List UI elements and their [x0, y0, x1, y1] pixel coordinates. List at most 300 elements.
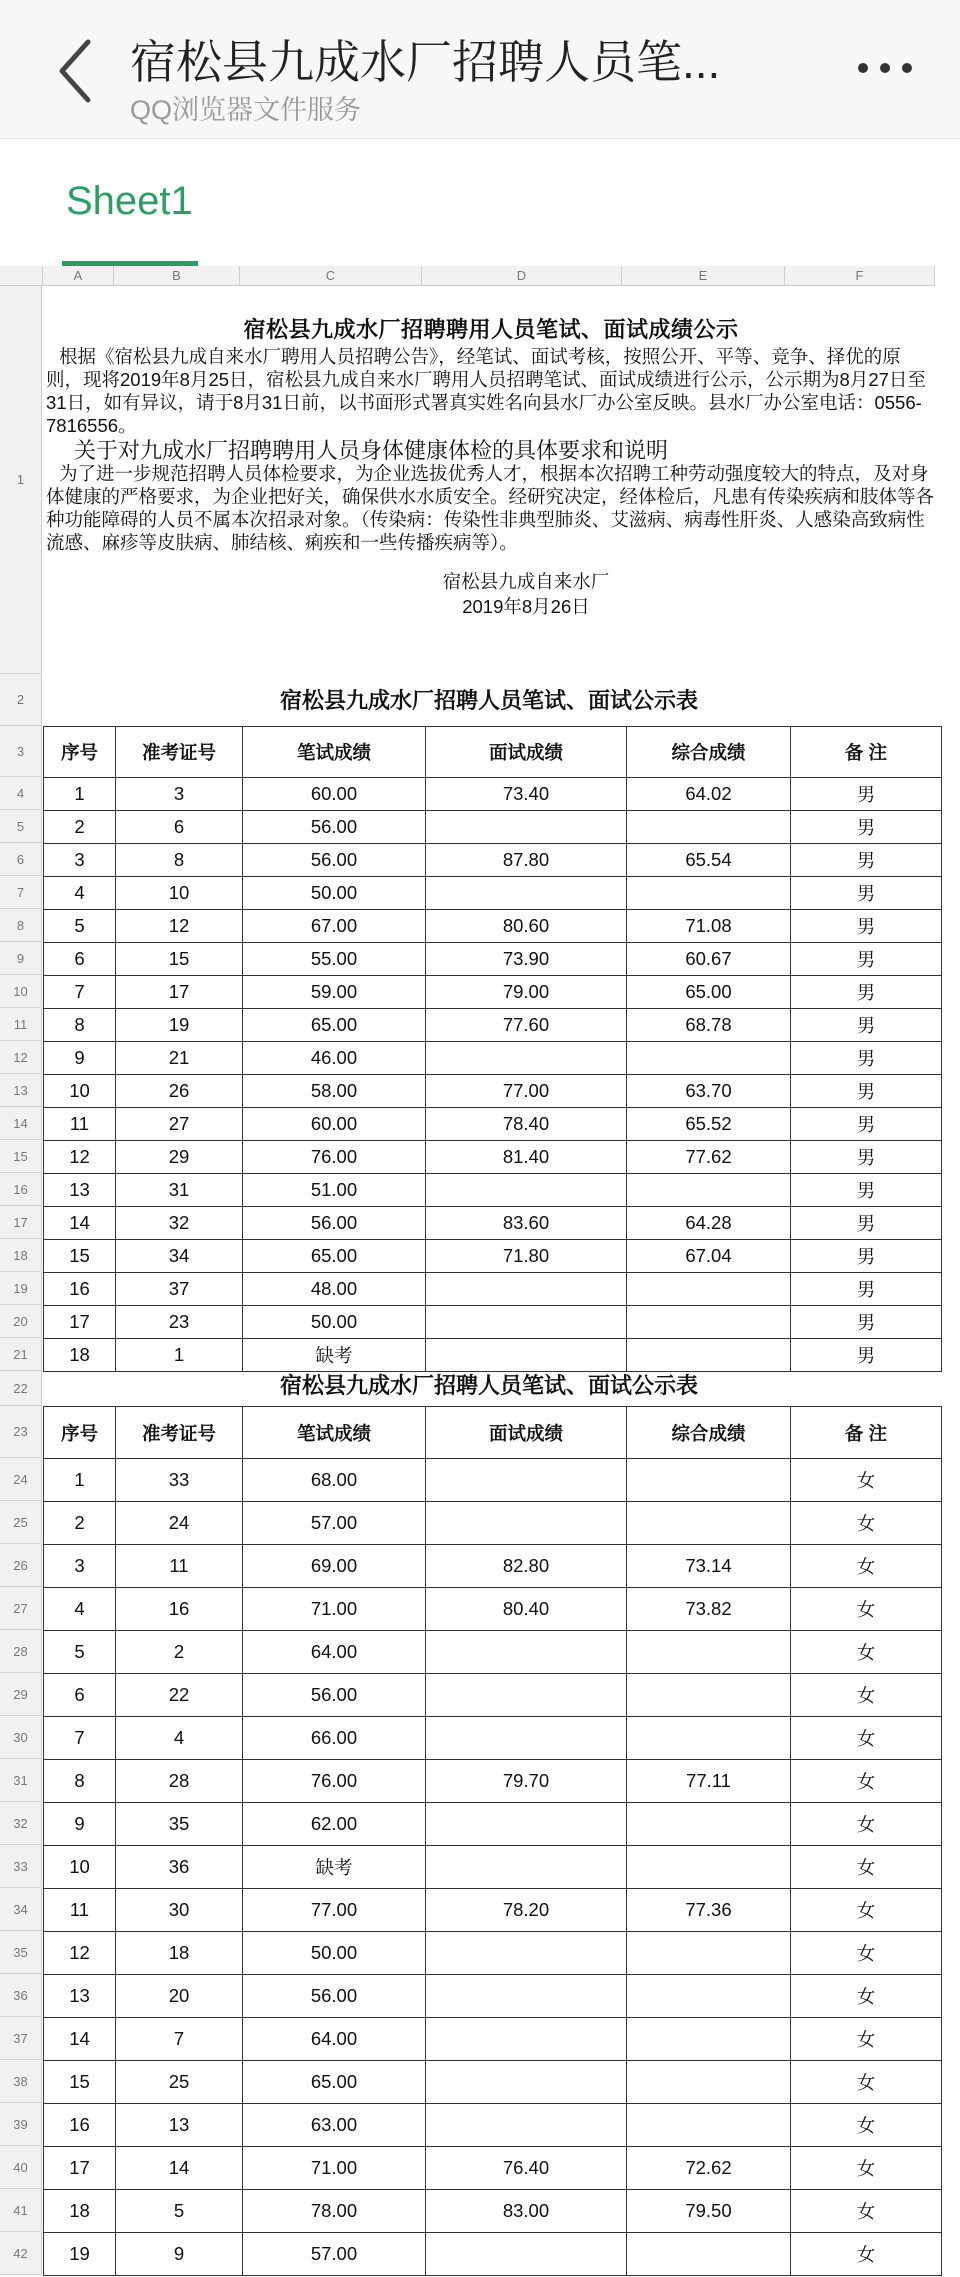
table-cell[interactable]: 80.40: [426, 1588, 627, 1631]
table-cell[interactable]: 13: [116, 2104, 243, 2147]
table-cell[interactable]: [426, 1502, 627, 1545]
row-header[interactable]: 31: [0, 1759, 42, 1802]
table-cell[interactable]: 男: [791, 1141, 942, 1174]
column-header-cell[interactable]: 序号: [44, 727, 116, 778]
row-header[interactable]: 33: [0, 1845, 42, 1888]
table-cell[interactable]: 76.00: [243, 1141, 426, 1174]
table-cell[interactable]: [426, 1975, 627, 2018]
row-header[interactable]: 30: [0, 1716, 42, 1759]
table-cell[interactable]: 9: [44, 1042, 116, 1075]
table-cell[interactable]: 29: [116, 1141, 243, 1174]
table-cell[interactable]: [627, 1174, 791, 1207]
table-cell[interactable]: 83.00: [426, 2190, 627, 2233]
table-cell[interactable]: 69.00: [243, 1545, 426, 1588]
table-cell[interactable]: 男: [791, 811, 942, 844]
table-cell[interactable]: 35: [116, 1803, 243, 1846]
table-cell[interactable]: 71.00: [243, 2147, 426, 2190]
row-header[interactable]: 11: [0, 1008, 42, 1041]
table-cell[interactable]: 17: [44, 1306, 116, 1339]
table-cell[interactable]: 11: [44, 1108, 116, 1141]
table-cell[interactable]: 18: [44, 1339, 116, 1372]
table-cell[interactable]: 22: [116, 1674, 243, 1717]
row-header[interactable]: 24: [0, 1458, 42, 1501]
table-cell[interactable]: 37: [116, 1273, 243, 1306]
table-cell[interactable]: 16: [44, 2104, 116, 2147]
table-cell[interactable]: 33: [116, 1459, 243, 1502]
table-cell[interactable]: 64.00: [243, 2018, 426, 2061]
table-cell[interactable]: 73.40: [426, 778, 627, 811]
table-cell[interactable]: 30: [116, 1889, 243, 1932]
table-cell[interactable]: [627, 1846, 791, 1889]
table-cell[interactable]: 6: [116, 811, 243, 844]
table-cell[interactable]: 5: [44, 910, 116, 943]
table-cell[interactable]: 17: [44, 2147, 116, 2190]
table-cell[interactable]: 9: [44, 1803, 116, 1846]
table-cell[interactable]: 24: [116, 1502, 243, 1545]
table-cell[interactable]: [426, 1932, 627, 1975]
table-cell[interactable]: 18: [116, 1932, 243, 1975]
table-cell[interactable]: 15: [116, 943, 243, 976]
more-options-icon[interactable]: [855, 58, 915, 78]
table-cell[interactable]: 女: [791, 2147, 942, 2190]
table-cell[interactable]: 87.80: [426, 844, 627, 877]
table-cell[interactable]: 男: [791, 1042, 942, 1075]
table-cell[interactable]: 19: [116, 1009, 243, 1042]
row-header[interactable]: 22: [0, 1371, 42, 1406]
table-cell[interactable]: 73.82: [627, 1588, 791, 1631]
table-cell[interactable]: 13: [44, 1975, 116, 2018]
table-row: [44, 1760, 942, 1803]
table-cell[interactable]: 5: [116, 2190, 243, 2233]
table-cell[interactable]: 2: [44, 1502, 116, 1545]
back-icon[interactable]: [52, 36, 112, 106]
table-cell[interactable]: 5: [44, 1631, 116, 1674]
window-title: 宿松县九成水厂招聘人员笔...: [130, 36, 721, 88]
table-cell[interactable]: 60.67: [627, 943, 791, 976]
table-cell[interactable]: [627, 1459, 791, 1502]
table-cell[interactable]: 男: [791, 1306, 942, 1339]
column-header-cell[interactable]: 综合成绩: [627, 1407, 791, 1459]
table-cell[interactable]: 23: [116, 1306, 243, 1339]
row-header[interactable]: 3: [0, 726, 42, 777]
table-cell[interactable]: 男: [791, 1240, 942, 1273]
table-cell[interactable]: [426, 1042, 627, 1075]
notice-title: 宿松县九成水厂招聘聘用人员笔试、面试成绩公示: [243, 317, 739, 342]
table-row: [44, 1631, 942, 1674]
row-header[interactable]: 34: [0, 1888, 42, 1931]
table-cell[interactable]: 3: [116, 778, 243, 811]
table-row: [44, 1042, 942, 1075]
table-cell[interactable]: 12: [116, 910, 243, 943]
table-cell[interactable]: 男: [791, 1009, 942, 1042]
table-cell[interactable]: 63.00: [243, 2104, 426, 2147]
table-cell[interactable]: 59.00: [243, 976, 426, 1009]
row-header[interactable]: 13: [0, 1074, 42, 1107]
table-cell[interactable]: [426, 2104, 627, 2147]
row-header[interactable]: 16: [0, 1173, 42, 1206]
table-cell[interactable]: [426, 1717, 627, 1760]
table-cell[interactable]: 1: [116, 1339, 243, 1372]
table-cell[interactable]: 女: [791, 1631, 942, 1674]
table-cell[interactable]: 男: [791, 976, 942, 1009]
row-header[interactable]: 42: [0, 2232, 42, 2275]
table-row: [44, 2233, 942, 2276]
column-header-cell[interactable]: 备 注: [791, 727, 942, 778]
column-header-cell[interactable]: 面试成绩: [426, 1407, 627, 1459]
table-cell[interactable]: 72.62: [627, 2147, 791, 2190]
table-cell[interactable]: 67.04: [627, 1240, 791, 1273]
table-cell[interactable]: 31: [116, 1174, 243, 1207]
table-cell[interactable]: 73.90: [426, 943, 627, 976]
table-cell[interactable]: [426, 1306, 627, 1339]
table-cell[interactable]: 56.00: [243, 811, 426, 844]
table-cell[interactable]: [627, 1674, 791, 1717]
table-cell[interactable]: 17: [116, 976, 243, 1009]
table-cell[interactable]: 65.00: [627, 976, 791, 1009]
column-header-cell[interactable]: 序号: [44, 1407, 116, 1459]
table-cell[interactable]: 4: [116, 1717, 243, 1760]
row-header[interactable]: 18: [0, 1239, 42, 1272]
table-cell[interactable]: 67.00: [243, 910, 426, 943]
table-cell[interactable]: 77.11: [627, 1760, 791, 1803]
table-cell[interactable]: 女: [791, 2233, 942, 2276]
table-cell[interactable]: [426, 2233, 627, 2276]
table-cell[interactable]: 男: [791, 1207, 942, 1240]
table-cell[interactable]: [426, 2061, 627, 2104]
column-header-b[interactable]: B: [114, 266, 240, 286]
row-header[interactable]: 23: [0, 1406, 42, 1458]
table-cell[interactable]: 27: [116, 1108, 243, 1141]
table-cell[interactable]: 58.00: [243, 1075, 426, 1108]
table-cell[interactable]: 4: [44, 1588, 116, 1631]
table-cell[interactable]: 46.00: [243, 1042, 426, 1075]
table-cell[interactable]: [426, 1631, 627, 1674]
table-cell[interactable]: 57.00: [243, 1502, 426, 1545]
table-cell[interactable]: 15: [44, 1240, 116, 1273]
table-cell[interactable]: 缺考: [243, 1339, 426, 1372]
table-cell[interactable]: 男: [791, 877, 942, 910]
table-cell[interactable]: 女: [791, 1717, 942, 1760]
top-bar: [0, 0, 960, 138]
row-header[interactable]: 8: [0, 909, 42, 942]
table1-caption: 宿松县九成水厂招聘人员笔试、面试公示表: [279, 688, 698, 713]
table-cell[interactable]: 2: [116, 1631, 243, 1674]
table-cell[interactable]: 26: [116, 1075, 243, 1108]
table-cell[interactable]: 1: [44, 778, 116, 811]
table-cell[interactable]: 7: [116, 2018, 243, 2061]
table-cell[interactable]: 女: [791, 1674, 942, 1717]
table-cell[interactable]: 21: [116, 1042, 243, 1075]
row-header[interactable]: 32: [0, 1802, 42, 1845]
table-cell[interactable]: [627, 1932, 791, 1975]
table-cell[interactable]: [426, 1339, 627, 1372]
table-cell[interactable]: 76.00: [243, 1760, 426, 1803]
table-cell[interactable]: [627, 2018, 791, 2061]
table-cell[interactable]: 81.40: [426, 1141, 627, 1174]
row-header[interactable]: 29: [0, 1673, 42, 1716]
table-cell[interactable]: 83.60: [426, 1207, 627, 1240]
table-cell[interactable]: 11: [116, 1545, 243, 1588]
column-header-a[interactable]: A: [43, 266, 114, 286]
table-cell[interactable]: 55.00: [243, 943, 426, 976]
table-cell[interactable]: 9: [116, 2233, 243, 2276]
table-cell[interactable]: 57.00: [243, 2233, 426, 2276]
table-cell[interactable]: 63.70: [627, 1075, 791, 1108]
column-header-cell[interactable]: 面试成绩: [426, 727, 627, 778]
table-cell[interactable]: 50.00: [243, 877, 426, 910]
spreadsheet[interactable]: [0, 266, 960, 2277]
table-cell[interactable]: [627, 1631, 791, 1674]
table-cell[interactable]: 25: [116, 2061, 243, 2104]
table-cell[interactable]: [426, 1174, 627, 1207]
table-cell[interactable]: 女: [791, 1803, 942, 1846]
row-header[interactable]: 19: [0, 1272, 42, 1305]
table-cell[interactable]: 65.00: [243, 1240, 426, 1273]
row-header[interactable]: 35: [0, 1931, 42, 1974]
table-cell[interactable]: 男: [791, 943, 942, 976]
table-cell[interactable]: [627, 2233, 791, 2276]
row-header[interactable]: 17: [0, 1206, 42, 1239]
table-cell[interactable]: [627, 811, 791, 844]
table-cell[interactable]: [627, 877, 791, 910]
table-cell[interactable]: [627, 1306, 791, 1339]
table-cell[interactable]: 14: [44, 1207, 116, 1240]
row-header[interactable]: 25: [0, 1501, 42, 1544]
table-cell[interactable]: 男: [791, 778, 942, 811]
table-cell[interactable]: 79.50: [627, 2190, 791, 2233]
table-cell[interactable]: 6: [44, 1674, 116, 1717]
table-cell[interactable]: 7: [44, 1717, 116, 1760]
row-header[interactable]: 4: [0, 777, 42, 810]
table-cell[interactable]: 男: [791, 1174, 942, 1207]
column-header-cell[interactable]: 笔试成绩: [243, 1407, 426, 1459]
table-cell[interactable]: 65.52: [627, 1108, 791, 1141]
column-header-e[interactable]: E: [622, 266, 785, 286]
table-cell[interactable]: 16: [116, 1588, 243, 1631]
table-cell[interactable]: 15: [44, 2061, 116, 2104]
row-header[interactable]: 36: [0, 1974, 42, 2017]
row-header[interactable]: 15: [0, 1140, 42, 1173]
table-cell[interactable]: 女: [791, 2190, 942, 2233]
table-cell[interactable]: 女: [791, 1459, 942, 1502]
table-cell[interactable]: 62.00: [243, 1803, 426, 1846]
table-cell[interactable]: [426, 1273, 627, 1306]
column-header-cell[interactable]: 笔试成绩: [243, 727, 426, 778]
table-cell[interactable]: 73.14: [627, 1545, 791, 1588]
table-cell[interactable]: 12: [44, 1141, 116, 1174]
column-header-d[interactable]: D: [422, 266, 622, 286]
table-cell[interactable]: 男: [791, 844, 942, 877]
row-header[interactable]: 10: [0, 975, 42, 1008]
row-header[interactable]: 38: [0, 2060, 42, 2103]
table-cell[interactable]: 女: [791, 1846, 942, 1889]
table-cell[interactable]: 女: [791, 2061, 942, 2104]
table-cell[interactable]: 女: [791, 1760, 942, 1803]
table-cell[interactable]: 男: [791, 910, 942, 943]
table-cell[interactable]: [627, 1975, 791, 2018]
table-cell[interactable]: 12: [44, 1932, 116, 1975]
table-cell[interactable]: 女: [791, 1932, 942, 1975]
row-header[interactable]: 2: [0, 674, 42, 726]
column-header-f[interactable]: F: [785, 266, 935, 286]
table-cell[interactable]: 71.80: [426, 1240, 627, 1273]
table-cell[interactable]: [627, 1717, 791, 1760]
table-cell[interactable]: 77.60: [426, 1009, 627, 1042]
table-cell[interactable]: [627, 1502, 791, 1545]
table-cell[interactable]: [426, 1846, 627, 1889]
table-cell[interactable]: 11: [44, 1889, 116, 1932]
row-header[interactable]: 27: [0, 1587, 42, 1630]
row-header[interactable]: 5: [0, 810, 42, 843]
table-cell[interactable]: [627, 1042, 791, 1075]
table-cell[interactable]: 3: [44, 1545, 116, 1588]
table-cell[interactable]: 女: [791, 1889, 942, 1932]
table-cell[interactable]: 60.00: [243, 1108, 426, 1141]
table-cell[interactable]: 女: [791, 2104, 942, 2147]
table-cell[interactable]: 16: [44, 1273, 116, 1306]
table-cell[interactable]: [426, 2018, 627, 2061]
table-cell[interactable]: 14: [116, 2147, 243, 2190]
column-header-cell[interactable]: 准考证号: [116, 1407, 243, 1459]
column-header-cell[interactable]: 综合成绩: [627, 727, 791, 778]
table-cell[interactable]: 50.00: [243, 1306, 426, 1339]
row-header[interactable]: 7: [0, 876, 42, 909]
table-cell[interactable]: 48.00: [243, 1273, 426, 1306]
tab-sheet1[interactable]: Sheet1: [66, 179, 193, 223]
table-cell[interactable]: 28: [116, 1760, 243, 1803]
notice-body: 根据《宿松县九成自来水厂聘用人员招聘公告》，经笔试、面试考核，按照公开、平等、竞争、择优的原则，现将2019年8月25日，宿松县九成自来水厂聘用人员招聘笔试、面试成绩进行公示，公示期为8月27日至31日，如有异议，请于8月31日前，以书面形式署真实姓名向县水厂办公室反映。县水厂办公室电话：0556-7816556。: [46, 346, 926, 436]
table-cell[interactable]: 女: [791, 1975, 942, 2018]
table-cell[interactable]: 82.80: [426, 1545, 627, 1588]
row-header[interactable]: 1: [0, 286, 42, 674]
table-cell[interactable]: 77.00: [426, 1075, 627, 1108]
table-cell[interactable]: 14: [44, 2018, 116, 2061]
row-header[interactable]: 40: [0, 2146, 42, 2189]
table-cell[interactable]: [627, 2061, 791, 2104]
table-cell[interactable]: 女: [791, 1588, 942, 1631]
table-cell[interactable]: 男: [791, 1273, 942, 1306]
table-cell[interactable]: [627, 1273, 791, 1306]
table-cell[interactable]: 8: [44, 1760, 116, 1803]
corner-cell: [0, 266, 43, 286]
column-header-cell[interactable]: 准考证号: [116, 727, 243, 778]
table-cell[interactable]: [627, 1339, 791, 1372]
table-cell[interactable]: 13: [44, 1174, 116, 1207]
row-header[interactable]: 21: [0, 1338, 42, 1371]
sheet-tab-bar: [0, 138, 960, 267]
table-cell[interactable]: 60.00: [243, 778, 426, 811]
table-cell[interactable]: 男: [791, 1108, 942, 1141]
table-cell[interactable]: 56.00: [243, 1674, 426, 1717]
row-header[interactable]: 20: [0, 1305, 42, 1338]
table-cell[interactable]: 6: [44, 943, 116, 976]
table-cell[interactable]: [426, 1674, 627, 1717]
table-cell[interactable]: [426, 877, 627, 910]
table-cell[interactable]: 18: [44, 2190, 116, 2233]
table-cell[interactable]: 79.70: [426, 1760, 627, 1803]
table-cell[interactable]: 女: [791, 1545, 942, 1588]
table-cell[interactable]: 78.00: [243, 2190, 426, 2233]
table-cell[interactable]: 65.00: [243, 1009, 426, 1042]
table-cell[interactable]: 68.00: [243, 1459, 426, 1502]
table-cell[interactable]: 56.00: [243, 844, 426, 877]
row-header[interactable]: 9: [0, 942, 42, 975]
table-cell[interactable]: 76.40: [426, 2147, 627, 2190]
table-cell[interactable]: 2: [44, 811, 116, 844]
table-cell[interactable]: 71.00: [243, 1588, 426, 1631]
table-cell[interactable]: 10: [116, 877, 243, 910]
table-cell[interactable]: 65.00: [243, 2061, 426, 2104]
table-cell[interactable]: 64.28: [627, 1207, 791, 1240]
table-cell[interactable]: 1: [44, 1459, 116, 1502]
table-cell[interactable]: 10: [44, 1075, 116, 1108]
table-row: [44, 1545, 942, 1588]
table-cell[interactable]: 男: [791, 1075, 942, 1108]
table-cell[interactable]: 51.00: [243, 1174, 426, 1207]
row-header[interactable]: 26: [0, 1544, 42, 1587]
table-cell[interactable]: 77.00: [243, 1889, 426, 1932]
table-cell[interactable]: 32: [116, 1207, 243, 1240]
table-cell[interactable]: 64.02: [627, 778, 791, 811]
table-cell[interactable]: [426, 811, 627, 844]
table-cell[interactable]: 78.20: [426, 1889, 627, 1932]
table-cell[interactable]: 50.00: [243, 1932, 426, 1975]
table-cell[interactable]: 女: [791, 2018, 942, 2061]
table-cell[interactable]: [627, 2104, 791, 2147]
row-header[interactable]: 28: [0, 1630, 42, 1673]
table-cell[interactable]: 20: [116, 1975, 243, 2018]
table-cell[interactable]: 缺考: [243, 1846, 426, 1889]
column-header-c[interactable]: C: [240, 266, 422, 286]
table-cell[interactable]: 4: [44, 877, 116, 910]
table-row: [44, 1889, 942, 1932]
table-cell[interactable]: 男: [791, 1339, 942, 1372]
row-header[interactable]: 12: [0, 1041, 42, 1074]
column-header-cell[interactable]: 备 注: [791, 1407, 942, 1459]
row-header[interactable]: 41: [0, 2189, 42, 2232]
table-cell[interactable]: 78.40: [426, 1108, 627, 1141]
table-cell[interactable]: 64.00: [243, 1631, 426, 1674]
table-cell[interactable]: 3: [44, 844, 116, 877]
table-cell[interactable]: 7: [44, 976, 116, 1009]
table-cell[interactable]: [426, 1803, 627, 1846]
row-header[interactable]: 14: [0, 1107, 42, 1140]
table-cell[interactable]: 77.36: [627, 1889, 791, 1932]
table-cell[interactable]: 19: [44, 2233, 116, 2276]
table-cell[interactable]: 8: [44, 1009, 116, 1042]
table-cell[interactable]: 56.00: [243, 1207, 426, 1240]
row-header[interactable]: 6: [0, 843, 42, 876]
header-row: [44, 727, 942, 778]
table-cell[interactable]: 36: [116, 1846, 243, 1889]
table-cell[interactable]: 10: [44, 1846, 116, 1889]
table-cell[interactable]: 77.62: [627, 1141, 791, 1174]
table-cell[interactable]: 8: [116, 844, 243, 877]
row-header[interactable]: 39: [0, 2103, 42, 2146]
table-cell[interactable]: 71.08: [627, 910, 791, 943]
row-header[interactable]: 37: [0, 2017, 42, 2060]
table-cell[interactable]: 65.54: [627, 844, 791, 877]
table-cell[interactable]: [426, 1459, 627, 1502]
table-cell[interactable]: 女: [791, 1502, 942, 1545]
table-cell[interactable]: [627, 1803, 791, 1846]
table-cell[interactable]: 80.60: [426, 910, 627, 943]
table-cell[interactable]: 56.00: [243, 1975, 426, 2018]
table-cell[interactable]: 68.78: [627, 1009, 791, 1042]
table-cell[interactable]: 34: [116, 1240, 243, 1273]
table-cell[interactable]: 79.00: [426, 976, 627, 1009]
table-cell[interactable]: 66.00: [243, 1717, 426, 1760]
